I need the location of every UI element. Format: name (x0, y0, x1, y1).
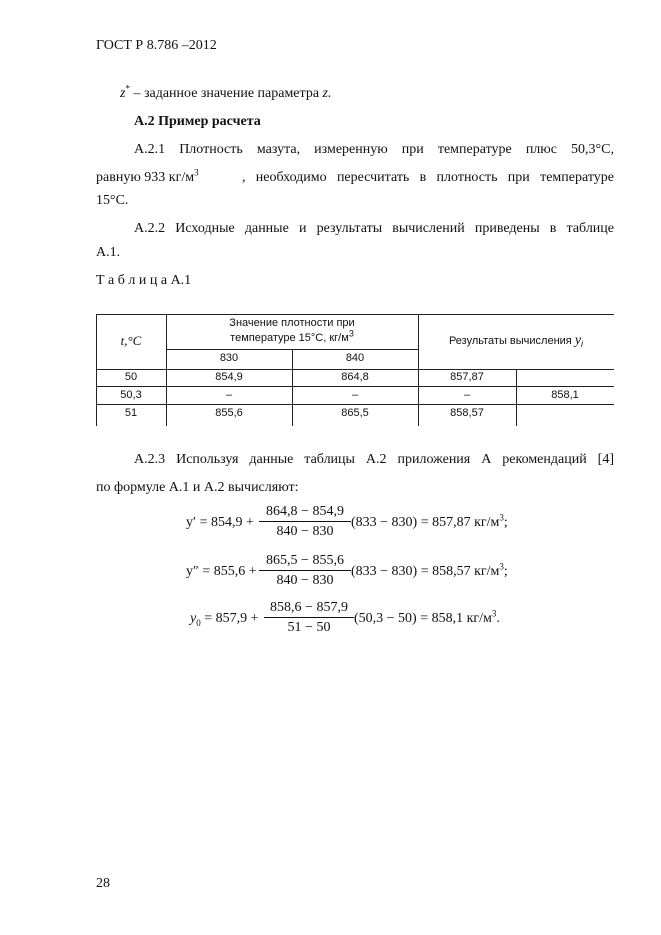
formula-1-rhs: (833 − 830) = 857,87 $кг/м^3$; (351, 512, 508, 530)
formula-2-fraction (259, 553, 351, 589)
table-cell-d840: 865,5 (341, 407, 369, 419)
table-cell-d830: – (225, 389, 233, 401)
formula-2-denominator: 840 − 830 (276, 573, 334, 588)
table-cell-r2: 858,1 (551, 389, 579, 401)
table-header-t: t,°С (120, 333, 142, 348)
table-subheader-830: 830 (219, 352, 239, 364)
formula-3-denominator: 51 − 50 (287, 620, 331, 635)
formula-1-denominator: 840 − 830 (276, 524, 334, 539)
table-cell-r1: – (463, 389, 471, 401)
table-cell-r1: 857,87 (450, 371, 484, 383)
table-cell-d840: 864,8 (341, 371, 369, 383)
definition-star: * (125, 83, 130, 94)
para2-line1: А.2.2 Исходные данные и результаты вычислений приведены в таблице (134, 221, 614, 236)
table-cell-t: 51 (124, 407, 138, 419)
para1-line3: 15°C. (96, 193, 129, 208)
definition-line (120, 83, 332, 102)
table-cell-t: 50 (124, 371, 138, 383)
formula-1-lhs: y′ = 854,9 + (186, 515, 254, 530)
definition-text: – заданное значение параметра (133, 86, 320, 101)
formula-2-lhs: y″ = 855,6 + (186, 564, 257, 579)
table-cell-d830: 855,6 (215, 407, 243, 419)
formula-3-bar (264, 617, 354, 618)
table-line-row1 (96, 386, 614, 387)
formula-1-numerator: 864,8 − 854,9 (266, 504, 344, 519)
page-number: 28 (96, 876, 110, 891)
formula-3-rhs: (50,3 − 50) = 858,1 $кг/м^3$. (354, 608, 500, 626)
formula-3-lhs: $y_0 = 857,9$ + (190, 611, 259, 628)
table-cell-d830: 854,9 (215, 371, 243, 383)
para2-line2: А.1. (96, 245, 121, 260)
formula-1-fraction (259, 504, 351, 540)
para3-line1: А.2.3 Используя данные таблицы А.2 приложения А рекомендаций [4] (134, 452, 614, 467)
table-cell-t: 50,3 (120, 389, 142, 401)
formula-3-numerator: 858,6 − 857,9 (270, 600, 348, 615)
table-cell-d840: – (351, 389, 359, 401)
table-header-density-line1: Значение плотности при (229, 317, 355, 329)
formula-1-bar (259, 521, 351, 522)
para3-line2: по формуле А.1 и А.2 вычисляют: (96, 480, 299, 495)
table-border-top (96, 314, 614, 315)
table-line-header-bottom (96, 369, 614, 370)
table-a1 (96, 314, 614, 426)
table-header-density-line2: температуре 15°С, $кг/м^3$ (230, 328, 354, 344)
document-header: ГОСТ Р 8.786 –2012 (96, 38, 217, 53)
para1-line2 (96, 167, 614, 186)
definition-symbol: z (120, 86, 126, 101)
para1-line2b: , необходимо пересчитать в плотность при температуре (242, 170, 614, 185)
para1-line1: А.2.1 Плотность мазута, измеренную при температуре плюс 50,3°C, (134, 142, 614, 157)
para1-line2a: равную 933 кг/м (96, 170, 195, 185)
para1-line2-sup: 3 (194, 167, 199, 178)
formula-2-rhs: (833 − 830) = 858,57 $кг/м^3$; (351, 561, 508, 579)
formula-2-numerator: 865,5 − 855,6 (266, 553, 344, 568)
table-line-row2 (96, 404, 614, 405)
table-subheader-840: 840 (345, 352, 365, 364)
table-caption: Т а б л и ц а А.1 (96, 273, 192, 288)
definition-param: z. (322, 86, 332, 101)
formula-2-bar (259, 570, 351, 571)
table-header-results: Результаты вычисления $y_i$ (448, 333, 584, 350)
formula-3-fraction (264, 600, 354, 636)
table-cell-r1: 858,57 (450, 407, 484, 419)
section-title: А.2 Пример расчета (134, 114, 261, 129)
